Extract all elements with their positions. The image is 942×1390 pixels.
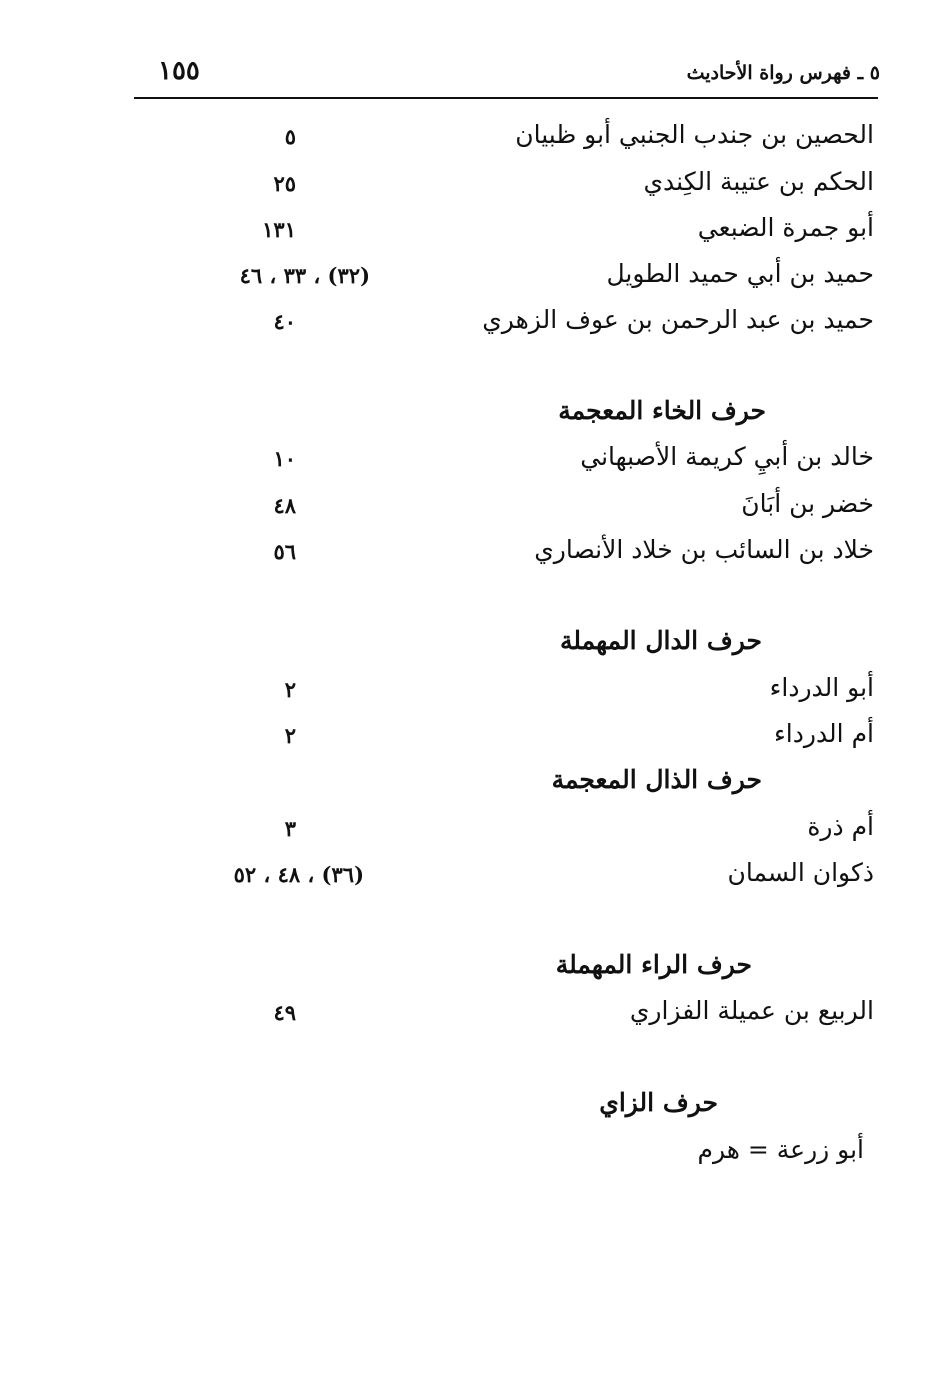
index-entry xyxy=(0,858,942,902)
hadith-refs: (٣٢) ، ٣٣ ، ٤٦ xyxy=(239,263,370,288)
index-entry xyxy=(0,120,942,164)
narrator-name: أبو زرعة = هرم xyxy=(697,1135,864,1164)
index-entry xyxy=(0,259,942,303)
index-entry xyxy=(0,673,942,717)
section-heading: حرف الدال المهملة xyxy=(559,626,762,655)
hadith-refs: ١٣١ xyxy=(262,217,296,242)
page-number: ١٥٥ xyxy=(158,56,200,86)
narrator-name: حميد بن أبي حميد الطويل xyxy=(606,259,874,288)
header-rule xyxy=(134,97,878,99)
narrator-name: الحصين بن جندب الجنبي أبو ظبيان xyxy=(515,120,874,149)
index-entry xyxy=(0,535,942,579)
hadith-refs: ٢ xyxy=(284,677,296,702)
hadith-refs: ٥٦ xyxy=(273,539,296,564)
running-title: ٥ ـ فهرس رواة الأحاديث xyxy=(686,62,880,84)
narrator-name: الحكم بن عتيبة الكِندي xyxy=(643,167,874,196)
index-entry xyxy=(0,213,942,257)
hadith-refs: ٤٩ xyxy=(273,1000,296,1025)
hadith-refs: ٤٠ xyxy=(273,309,296,334)
hadith-refs: ٢٥ xyxy=(273,171,296,196)
index-entry xyxy=(0,812,942,856)
hadith-refs: ٣ xyxy=(284,816,296,841)
narrator-name: أبو الدرداء xyxy=(769,673,874,702)
index-entry xyxy=(0,1135,942,1179)
narrator-name: أم الدرداء xyxy=(774,719,874,748)
hadith-refs: ٥ xyxy=(284,124,296,149)
hadith-refs: ١٠ xyxy=(273,446,296,471)
narrator-name: الربيع بن عميلة الفزاري xyxy=(629,996,874,1025)
index-entry xyxy=(0,442,942,486)
hadith-refs: ٤٨ xyxy=(273,493,296,518)
narrator-name: ذكوان السمان xyxy=(727,858,874,887)
narrator-name: خالد بن أبيِ كريمة الأصبهاني xyxy=(580,442,874,471)
index-entry xyxy=(0,719,942,763)
index-entry xyxy=(0,996,942,1040)
narrator-name: خلاد بن السائب بن خلاد الأنصاري xyxy=(534,535,874,564)
section-heading: حرف الخاء المعجمة xyxy=(558,396,766,425)
index-entry xyxy=(0,167,942,211)
section-heading: حرف الذال المعجمة xyxy=(551,765,762,794)
narrator-name: خضر بن أبَانَ xyxy=(741,489,874,518)
hadith-refs: ٢ xyxy=(284,723,296,748)
narrator-name: أبو جمرة الضبعي xyxy=(697,213,874,242)
index-entry xyxy=(0,489,942,533)
hadith-refs: (٣٦) ، ٤٨ ، ٥٢ xyxy=(233,862,364,887)
narrator-name: حميد بن عبد الرحمن بن عوف الزهري xyxy=(482,305,874,334)
index-entry xyxy=(0,305,942,349)
section-heading: حرف الراء المهملة xyxy=(555,950,752,979)
narrator-name: أم ذرة xyxy=(807,812,874,841)
section-heading: حرف الزاي xyxy=(599,1088,718,1117)
